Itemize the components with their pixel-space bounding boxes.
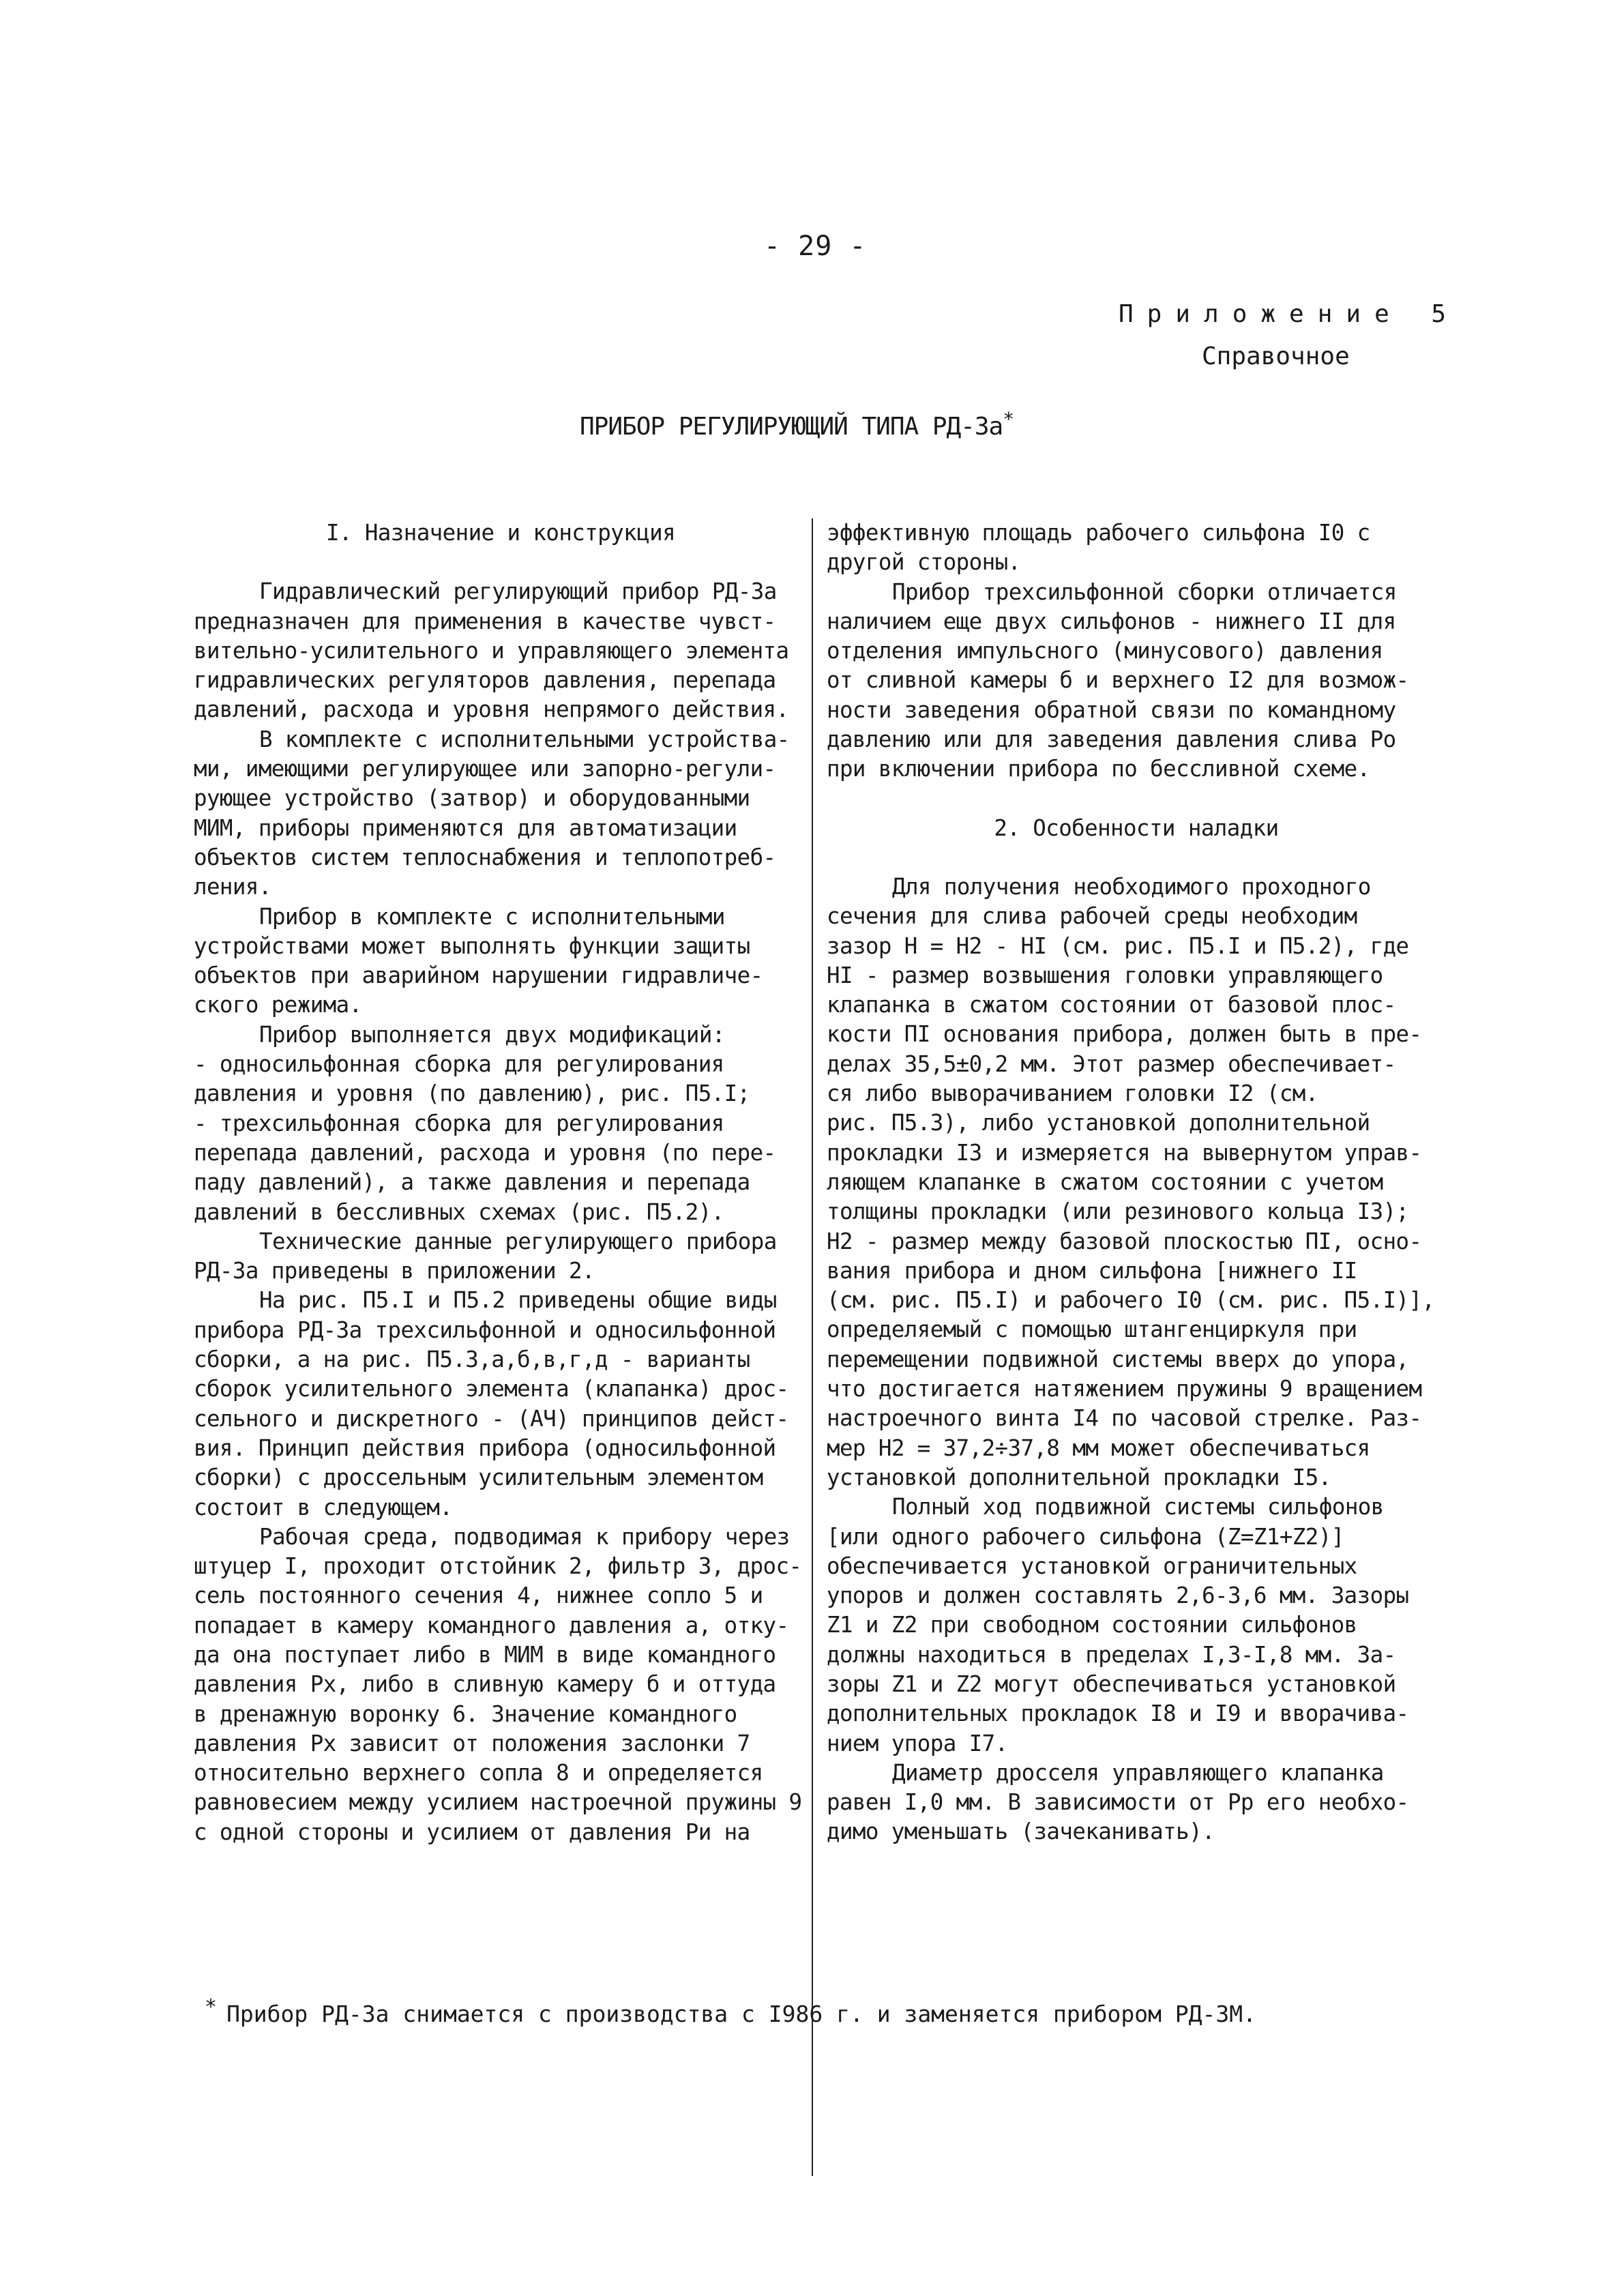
text-line: ми, имеющими регулирующее или запорно-регули-	[194, 756, 776, 782]
appendix-label: Приложение 5	[1119, 300, 1460, 328]
text-line: установкой дополнительной прокладки I5.	[827, 1464, 1331, 1490]
text-line: настроечного винта I4 по часовой стрелке. Раз-	[827, 1405, 1422, 1432]
text-line: штуцер I, проходит отстойник 2, фильтр 3, дрос-	[194, 1553, 802, 1580]
section-heading-adjustment: 2. Особенности наладки	[994, 814, 1279, 841]
text-line: клапанка в сжатом состоянии от базовой плос-	[827, 992, 1396, 1018]
text-line: H2 - размер между базовой плоскостью ПI, осно-	[827, 1228, 1422, 1254]
text-line: попадает в камеру командного давления а, отку-	[194, 1612, 789, 1638]
text-line: сборки) с дроссельным усилительным элементом	[194, 1465, 763, 1491]
text-line: нием упора I7.	[827, 1730, 1008, 1756]
text-line: давления Pх, либо в сливную камеру б и оттуда	[194, 1671, 776, 1698]
text-line: давлений в бессливных схемах (рис. П5.2).	[194, 1198, 724, 1225]
text-line: делах 35,5±0,2 мм. Этот размер обеспечивает-	[827, 1050, 1396, 1077]
text-line: мер H2 = 37,2÷37,8 мм может обеспечиваться	[827, 1434, 1370, 1461]
text-line: сборки, а на рис. П5.3,а,б,в,г,д - варианты	[194, 1346, 750, 1373]
text-line: ся либо выворачиванием головки I2 (см.	[827, 1080, 1318, 1107]
right-paragraph	[827, 872, 1446, 1492]
text-line: ности заведения обратной связи по командному	[827, 696, 1396, 723]
left-paragraph	[194, 1522, 808, 1847]
text-line: вительно-усилительного и управляющего элемента	[194, 637, 789, 664]
text-line: [или одного рабочего сильфона (Z=Z1+Z2)]	[827, 1523, 1344, 1550]
left-paragraph	[194, 1286, 808, 1522]
text-line: Технические данные регулирующего прибора	[259, 1228, 777, 1254]
text-line: от сливной камеры б и верхнего I2 для возмож-	[827, 667, 1409, 694]
appendix-type: Справочное	[1202, 342, 1350, 370]
text-line: толщины прокладки (или резинового кольца I3);	[827, 1198, 1409, 1225]
text-line: Для получения необходимого проходного	[892, 873, 1371, 900]
right-paragraph	[827, 1492, 1446, 1758]
text-line: отделения импульсного (минусового) давления	[827, 638, 1383, 664]
text-line: рис. П5.3), либо установкой дополнительной	[827, 1110, 1370, 1136]
left-paragraph	[194, 1020, 808, 1227]
text-line: при включении прибора по бессливной схеме.	[827, 756, 1370, 782]
text-line: (см. рис. П5.I) и рабочего I0 (см. рис. П5.I)],	[827, 1287, 1435, 1314]
text-line: равновесием между усилием настроечной пружины 9	[194, 1789, 802, 1816]
text-line: перепада давлений, расхода и уровня (по пере-	[194, 1139, 776, 1166]
left-paragraph	[194, 725, 808, 902]
text-line: объектов при аварийном нарушении гидравличе-	[194, 962, 763, 989]
text-line: димо уменьшать (зачеканивать).	[827, 1819, 1215, 1845]
text-line: с одной стороны и усилием от давления Pи на	[194, 1819, 750, 1845]
text-line: гидравлических регуляторов давления, перепада	[194, 667, 776, 694]
text-line: МИМ, приборы применяются для автоматизации	[194, 814, 737, 841]
text-line: сечения для слива рабочей среды необходим	[827, 903, 1357, 930]
left-paragraph	[194, 577, 808, 724]
text-line: устройствами может выполнять функции защиты	[194, 932, 750, 959]
text-line: другой стороны.	[827, 549, 1021, 576]
right-column-paragraphs	[827, 872, 1446, 1847]
text-line: ляющем клапанке в сжатом состоянии с учетом	[827, 1168, 1383, 1195]
text-line: прибора РД-3а трехсильфонной и односильфонной	[194, 1316, 776, 1343]
footnote	[205, 1995, 1256, 2027]
right-column	[827, 518, 1446, 1847]
text-line: кости ПI основания прибора, должен быть в пре-	[827, 1021, 1422, 1048]
text-line: предназначен для применения в качестве чувст-	[194, 608, 776, 634]
text-line: относительно верхнего сопла 8 и определяется	[194, 1760, 763, 1786]
text-line: давлению или для заведения давления слива Pо	[827, 726, 1396, 753]
text-line: Прибор трехсильфонной сборки отличается	[892, 578, 1397, 605]
text-line: прокладки I3 и измеряется на вывернутом управ-	[827, 1139, 1422, 1166]
text-line: Прибор в комплекте с исполнительными	[259, 903, 725, 930]
text-line: определяемый с помощью штангенциркуля при	[827, 1316, 1357, 1343]
text-line: В комплекте с исполнительными устройства-	[259, 726, 790, 752]
column-divider	[812, 518, 813, 2176]
text-line: Рабочая среда, подводимая к прибору через	[259, 1523, 790, 1550]
text-line: На рис. П5.I и П5.2 приведены общие виды	[259, 1287, 777, 1314]
text-line: давлений, расхода и уровня непрямого действия.	[194, 696, 789, 723]
text-line: Полный ход подвижной системы сильфонов	[892, 1494, 1384, 1520]
text-line: давления и уровня (по давлению), рис. П5.I;	[194, 1080, 750, 1107]
text-line: зазор H = H2 - HI (см. рис. П5.I и П5.2), где	[827, 932, 1409, 959]
page-number: - 29 -	[764, 231, 867, 262]
text-line: ления.	[194, 874, 271, 900]
section-heading-purpose: I. Назначение и конструкция	[325, 520, 676, 546]
text-line: сельного и дискретного - (АЧ) принципов дейст-	[194, 1405, 789, 1432]
text-line: Z1 и Z2 при свободном состоянии сильфонов	[827, 1612, 1357, 1638]
footnote-mark: *	[205, 1995, 218, 2019]
document-title	[580, 408, 1014, 441]
text-line: должны находиться в пределах I,3-I,8 мм. За-	[827, 1641, 1396, 1668]
text-line: паду давлений), а также давления и перепада	[194, 1169, 750, 1196]
text-line: наличием еще двух сильфонов - нижнего II для	[827, 608, 1396, 634]
text-line: ского режима.	[194, 992, 362, 1018]
right-top-paragraph	[827, 518, 1446, 578]
text-line: упоров и должен составлять 2,6-3,6 мм. Зазоры	[827, 1583, 1409, 1609]
right-column-paragraphs-top	[827, 518, 1446, 784]
document-title-text: ПРИБОР РЕГУЛИРУЮЩИЙ ТИПА РД-3а	[580, 413, 1003, 441]
text-line: сель постоянного сечения 4, нижнее сопло 5 и	[194, 1583, 763, 1609]
right-top-paragraph	[827, 578, 1446, 784]
text-line: объектов систем теплоснабжения и теплопотреб-	[194, 844, 776, 870]
text-line: - трехсильфонная сборка для регулирования	[194, 1110, 724, 1136]
text-line: рующее устройство (затвор) и оборудованными	[194, 785, 750, 812]
text-line: Диаметр дросселя управляющего клапанка	[892, 1759, 1384, 1786]
text-line: вия. Принцип действия прибора (односильфонной	[194, 1434, 776, 1461]
text-line: эффективную площадь рабочего сильфона I0 с	[827, 520, 1370, 546]
text-line: перемещении подвижной системы вверх до упора,	[827, 1346, 1409, 1372]
left-paragraph	[194, 1227, 808, 1286]
left-column	[194, 518, 808, 1847]
text-line: состоит в следующем.	[194, 1494, 453, 1520]
text-line: - односильфонная сборка для регулирования	[194, 1051, 724, 1078]
text-line: дополнительных прокладок I8 и I9 и вворачива-	[827, 1701, 1409, 1727]
text-line: вания прибора и дном сильфона [нижнего II	[827, 1257, 1357, 1284]
text-line: зоры Z1 и Z2 могут обеспечиваться установкой	[827, 1671, 1396, 1697]
text-line: РД-3а приведены в приложении 2.	[194, 1258, 595, 1284]
left-paragraph	[194, 902, 808, 1020]
text-line: Прибор выполняется двух модификаций:	[259, 1021, 725, 1048]
text-line: обеспечивается установкой ограничительных	[827, 1552, 1357, 1579]
text-line: сборок усилительного элемента (клапанка) дрос-	[194, 1376, 789, 1402]
text-line: да она поступает либо в МИМ в виде командного	[194, 1641, 776, 1668]
text-line: что достигается натяжением пружины 9 вращением	[827, 1376, 1422, 1402]
footnote-text: Прибор РД-3а снимается с производства с I986 г. и заменяется прибором РД-3М.	[226, 2001, 1257, 2027]
text-line: давления Pх зависит от положения заслонки 7	[194, 1730, 750, 1756]
text-line: Гидравлический регулирующий прибор РД-3а	[259, 578, 777, 605]
text-line: равен I,0 мм. В зависимости от Pр его необхо-	[827, 1789, 1409, 1816]
text-line: HI - размер возвышения головки управляющего	[827, 962, 1383, 988]
right-paragraph	[827, 1758, 1446, 1847]
title-footnote-mark: *	[1003, 408, 1014, 430]
text-line: в дренажную воронку 6. Значение командного	[194, 1701, 737, 1727]
left-column-paragraphs	[194, 577, 808, 1847]
